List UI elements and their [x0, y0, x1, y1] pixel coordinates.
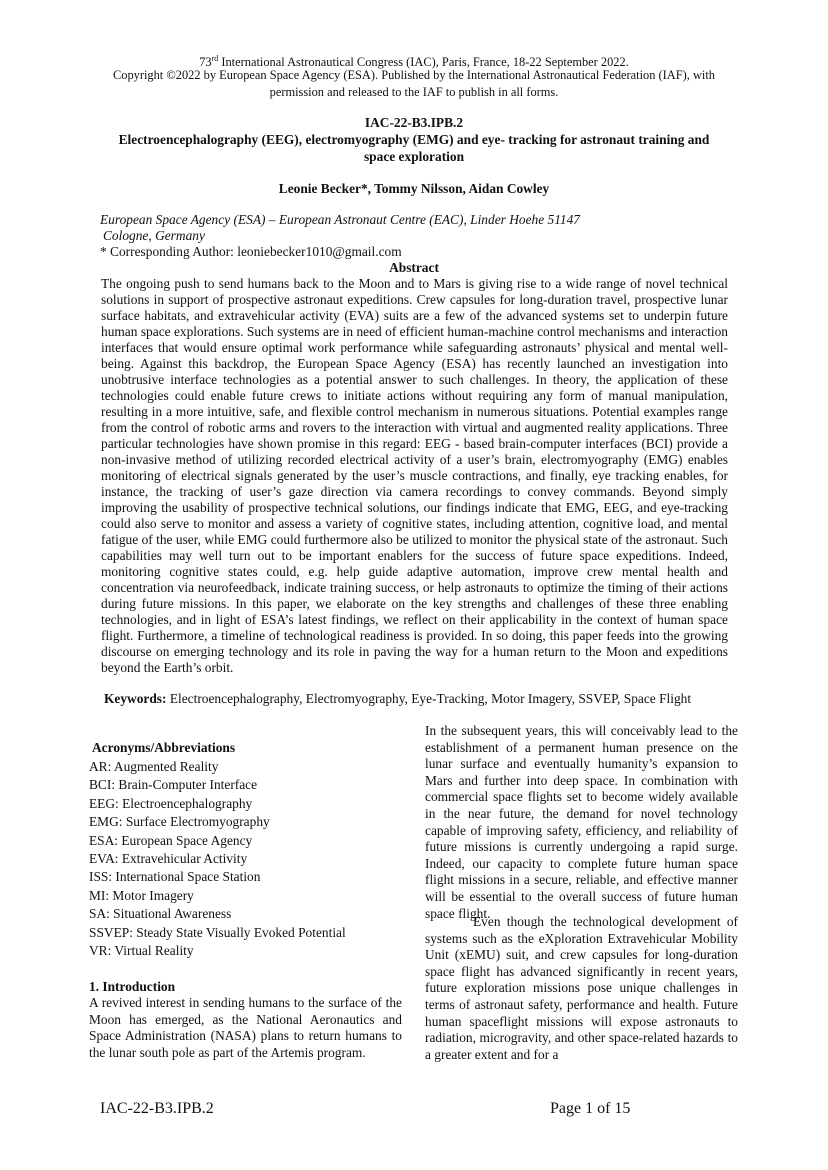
acronym-item: EVA: Extravehicular Activity [89, 850, 248, 866]
introduction-text: A revived interest in sending humans to the surface of the Moon has emerged, as the National Aeronautics and Space Administration (NASA) plans to return humans to the lunar south pole as part of the Artemis program. [89, 995, 402, 1060]
acronym-item: SSVEP: Steady State Visually Evoked Potential [89, 924, 346, 940]
paper-title-line-2: space exploration [363, 149, 465, 164]
authors: Leonie Becker*, Tommy Nilsson, Aidan Cowley [278, 181, 550, 196]
acronym-item: VR: Virtual Reality [89, 942, 194, 958]
keywords-label: Keywords: [104, 691, 167, 706]
copyright-line-2: permission and released to the IAF to publish in all forms. [269, 85, 559, 99]
acronym-item: ESA: European Space Agency [89, 832, 253, 848]
acronym-item: BCI: Brain-Computer Interface [89, 777, 258, 793]
copyright-line-1: Copyright ©2022 by European Space Agency (ESA). Published by the International Astronautical Federation (IAF), with [113, 68, 715, 82]
paper-id: IAC-22-B3.IPB.2 [364, 115, 464, 130]
acronyms-heading: Acronyms/Abbreviations [92, 740, 236, 755]
acronym-item: AR: Augmented Reality [89, 759, 219, 774]
abstract-heading: Abstract [389, 260, 439, 275]
acronym-item: ISS: International Space Station [89, 869, 261, 885]
keywords-list: Electroencephalography, Electromyography, Eye-Tracking, Motor Imagery, SSVEP, Space Flight [166, 691, 692, 706]
page-number: Page 1 of 15 [550, 1100, 631, 1117]
acronym-item: SA: Situational Awareness [89, 906, 232, 922]
footer-paper-id: IAC-22-B3.IPB.2 [100, 1100, 214, 1117]
right-column-paragraph-2: Even though the technological development of systems such as the eXploration Extravehicular Mobility Unit (xEMU) suit, and crew capsules for long-duration space flight has advanced significantly in recent years, future exploration missions pose unique challenges in terms of astronaut safety, performance and health. Future human spaceflight missions will expose astronauts to radiation, microgravity, and other space-related hazards to a greater extent and for a [425, 914, 738, 1062]
introduction-heading: 1. Introduction [89, 979, 176, 994]
paper-title-line-1: Electroencephalography (EEG), electromyography (EMG) and eye- tracking for astronaut training and [118, 132, 710, 147]
affiliation-line-1: European Space Agency (ESA) – European Astronaut Centre (EAC), Linder Hoehe 51147 [100, 212, 580, 227]
conference-line: 73rd International Astronautical Congress (IAC), Paris, France, 18-22 September 2022. [199, 54, 629, 70]
affiliation-line-2: Cologne, Germany [103, 228, 205, 243]
acronym-item: MI: Motor Imagery [89, 887, 194, 903]
acronym-item: EMG: Surface Electromyography [89, 814, 270, 830]
keywords [104, 691, 744, 707]
acronym-item: EEG: Electroencephalography [89, 795, 253, 811]
acronyms-list [89, 759, 409, 961]
corresponding-author: * Corresponding Author: leoniebecker1010@gmail.com [100, 244, 402, 259]
right-column-paragraph-1: In the subsequent years, this will conceivably lead to the establishment of a permanent human presence on the lunar surface and eventually humanity’s expansion to Mars and further into deep space. In combination with commercial space flights set to become widely available in the near future, the demand for novel technology capable of improving safety, efficiency, and reliability of future missions is currently undergoing a rapid surge. Indeed, our capacity to complete future human space flight missions in a secure, reliable, and effective manner will be essential to the overall success of future human space flight. [425, 723, 738, 921]
abstract-text: The ongoing push to send humans back to the Moon and to Mars is giving rise to a wide range of novel technical solutions in support of prospective astronaut expeditions. Crew capsules for long-duration travel, prospective lunar surface habitats, and extravehicular activity (EVA) suits are a few of the advanced systems set to underpin future human space explorations. Such systems are in need of efficient human-machine control mechanisms and interaction interfaces that would ensure optimal work performance while safeguarding astronauts’ physical and mental well-being. Against this backdrop, the European Space Agency (ESA) has recently launched an investigation into unobtrusive interface technologies as a potential answer to such challenges. In theory, the application of these technologies could enable future crews to initiate actions without requiring any form of manual manipulation, resulting in a more intuitive, safe, and flexible control mechanism in numerous situations. Potential examples range from the control of robotic arms and rovers to the interaction with virtual and augmented reality applications. Three particular technologies have shown promise in this regard: EEG - based brain-computer interfaces (BCI) provide a non-invasive method of utilizing recorded electrical activity of a user’s brain, electromyography (EMG) enables monitoring of electrical signals generated by the user’s muscle contractions, and finally, eye tracking enables, for instance, the tracking of user’s gaze direction via camera recordings to convey commands. Beyond simply improving the usability of prospective technical solutions, our findings indicate that EMG, EEG, and eye-tracking could also serve to monitor and assess a variety of cognitive states, including attention, cognitive load, and mental fatigue of the user, while EMG could furthermore also be utilized to monitor the physical state of the astronaut. Such capabilities may well turn out to be important enablers for the success of future space expeditions. Indeed, monitoring cognitive states could, e.g. help guide adaptive automation, improve crew mental health and concentration via neurofeedback, indicate training success, or help astronauts to optimize the timing of their actions during future missions. In this paper, we elaborate on the key strengths and challenges of these three enabling technologies, and in light of ESA’s latest findings, we reflect on their applicability in the context of human space flight. Furthermore, a timeline of technological readiness is provided. In so doing, this paper feeds into the growing discourse on emerging technology and its role in paving the way for a human return to the Moon and expeditions beyond the Earth’s orbit. [101, 276, 728, 675]
